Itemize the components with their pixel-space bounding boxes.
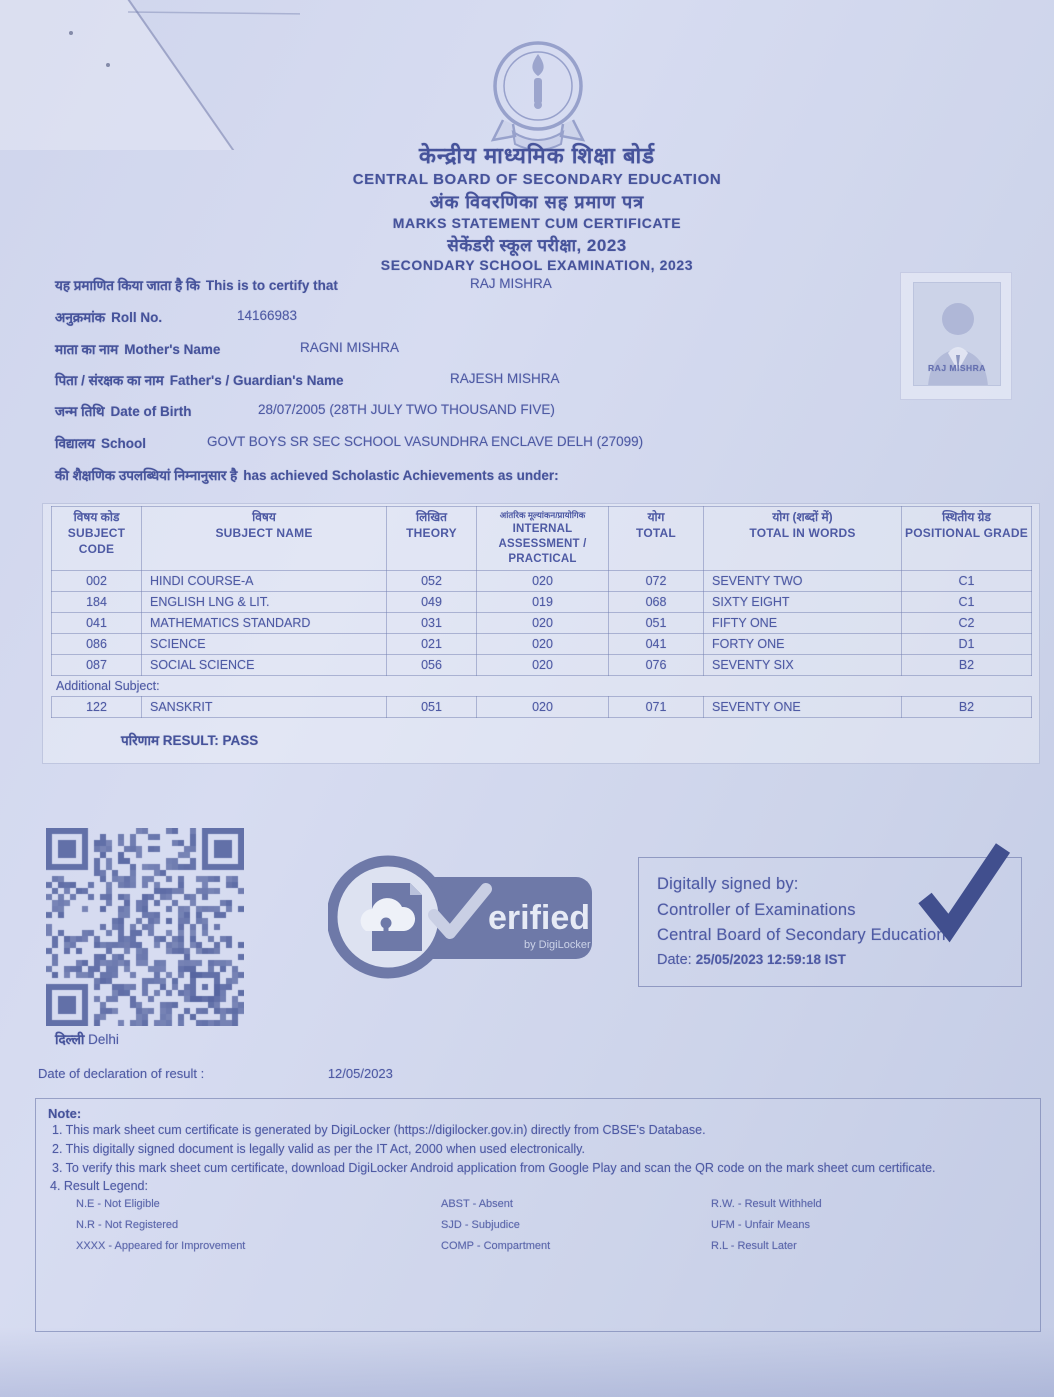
table-cell: SCIENCE	[142, 634, 387, 655]
school-name: GOVT BOYS SR SEC SCHOOL VASUNDHRA ENCLAVE DELH (27099)	[207, 434, 644, 449]
paper-crease-overlay	[0, 0, 300, 150]
father-row	[55, 371, 895, 393]
father-name: RAJESH MISHRA	[450, 371, 560, 386]
result-label-hindi: परिणाम	[121, 733, 160, 749]
document-title-hindi: अंक विवरणिका सह प्रमाण पत्र	[429, 192, 645, 212]
table-cell: HINDI COURSE-A	[142, 571, 387, 592]
table-cell: 122	[52, 697, 142, 718]
note-box	[35, 1098, 1041, 1332]
mother-label-hindi: माता का नाम	[55, 342, 119, 357]
table-cell: 049	[387, 592, 477, 613]
table-cell: SOCIAL SCIENCE	[142, 655, 387, 676]
declaration-line	[38, 1066, 393, 1081]
table-cell: 071	[609, 697, 704, 718]
marks-table	[51, 506, 1032, 718]
signed-by-label: Digitally signed by:	[657, 875, 799, 893]
legend-entry: UFM - Unfair Means	[711, 1219, 811, 1231]
col-positional-grade: स्थितीय ग्रेड POSITIONAL GRADE	[902, 507, 1032, 571]
place-line	[55, 1030, 119, 1048]
legend-entry: R.W. - Result Withheld	[711, 1198, 822, 1210]
student-photo	[913, 282, 1001, 386]
signature-check-icon	[907, 836, 1017, 946]
table-cell: B2	[902, 697, 1032, 718]
col-theory: लिखित THEORY	[387, 507, 477, 571]
table-cell: 051	[387, 697, 477, 718]
table-row	[52, 655, 1032, 676]
table-cell: C1	[902, 592, 1032, 613]
document-title-english: MARKS STATEMENT CUM CERTIFICATE	[392, 215, 682, 231]
table-cell: C2	[902, 613, 1032, 634]
table-cell: MATHEMATICS STANDARD	[142, 613, 387, 634]
digilocker-verified-badge	[328, 853, 596, 981]
father-label-english: Father's / Guardian's Name	[169, 373, 344, 388]
legend-entry: XXXX - Appeared for Improvement	[76, 1240, 246, 1252]
col-total: योग TOTAL	[609, 507, 704, 571]
legend-entry: ABST - Absent	[441, 1198, 513, 1210]
exam-title-english: SECONDARY SCHOOL EXAMINATION, 2023	[380, 257, 694, 273]
table-cell: B2	[902, 655, 1032, 676]
roll-row	[55, 308, 895, 330]
table-cell: 184	[52, 592, 142, 613]
place-english: Delhi	[88, 1032, 119, 1047]
header-titles	[107, 140, 967, 273]
table-cell: D1	[902, 634, 1032, 655]
table-cell: 020	[477, 697, 609, 718]
photo-caption: RAJ MISHRA	[928, 363, 986, 373]
roll-label-english: Roll No.	[111, 310, 163, 325]
board-name-hindi: केन्द्रीय माध्यमिक शिक्षा बोर्ड	[419, 143, 655, 168]
declaration-date: 12/05/2023	[327, 1066, 393, 1081]
signer-org: Central Board of Secondary Education	[657, 926, 946, 945]
signer-title: Controller of Examinations	[657, 900, 856, 919]
col-subject-code: विषय कोड SUBJECT CODE	[52, 507, 142, 571]
declaration-label: Date of declaration of result :	[38, 1066, 205, 1081]
certify-label-english: This is to certify that	[205, 278, 338, 293]
table-row	[52, 571, 1032, 592]
table-cell: 021	[387, 634, 477, 655]
table-cell: 056	[387, 655, 477, 676]
table-header-row	[52, 507, 1032, 571]
paper-speck	[69, 31, 73, 35]
col-subject-name: विषय SUBJECT NAME	[142, 507, 387, 571]
table-row	[52, 613, 1032, 634]
roll-label-hindi: अनुक्रमांक	[55, 310, 106, 325]
school-label-hindi: विद्यालय	[55, 436, 95, 451]
paper-speck	[106, 63, 110, 67]
table-row	[52, 697, 1032, 718]
table-cell: 086	[52, 634, 142, 655]
signature-date: Date: 25/05/2023 12:59:18 IST	[657, 951, 846, 968]
note-item: 1. This mark sheet cum certificate is generated by DigiLocker (https://digilocker.gov.in) directly from CBSE's Database.	[52, 1123, 706, 1137]
legend-column	[441, 1198, 711, 1252]
table-cell: FIFTY ONE	[704, 613, 902, 634]
table-cell: SIXTY EIGHT	[704, 592, 902, 613]
result-value: RESULT: PASS	[162, 733, 259, 749]
exam-title-hindi: सेकेंडरी स्कूल परीक्षा, 2023	[447, 236, 627, 255]
place-hindi: दिल्ली	[55, 1032, 85, 1047]
table-row	[52, 592, 1032, 613]
student-name: RAJ MISHRA	[470, 276, 552, 291]
legend-column	[711, 1198, 1011, 1252]
col-total-in-words: योग (शब्दों में) TOTAL IN WORDS	[704, 507, 902, 571]
col-internal-assessment: आंतरिक मूल्यांकन/प्रायोगिक INTERNAL ASSESSMENT / PRACTICAL	[477, 507, 609, 571]
table-cell: ENGLISH LNG & LIT.	[142, 592, 387, 613]
table-cell: C1	[902, 571, 1032, 592]
additional-subject-row	[52, 676, 1032, 697]
qr-code	[46, 828, 244, 1026]
school-row	[55, 434, 895, 456]
legend-entry: R.L - Result Later	[711, 1240, 797, 1252]
school-label-english: School	[101, 436, 147, 451]
table-cell: 019	[477, 592, 609, 613]
additional-subject-label: Additional Subject:	[52, 676, 1032, 697]
table-cell: 020	[477, 613, 609, 634]
cbse-logo	[483, 36, 593, 154]
table-cell: 020	[477, 571, 609, 592]
dob-row	[55, 402, 895, 424]
legend-entry: SJD - Subjudice	[441, 1219, 520, 1231]
table-row	[52, 634, 1032, 655]
digital-signature-box	[638, 857, 1022, 987]
mother-row	[55, 340, 895, 362]
legend-entry: COMP - Compartment	[441, 1240, 551, 1252]
table-cell: 076	[609, 655, 704, 676]
marks-table-section	[42, 503, 1040, 764]
achievement-row	[55, 466, 895, 488]
table-cell: 020	[477, 655, 609, 676]
legend-entry: N.R - Not Registered	[76, 1219, 179, 1231]
table-cell: 041	[609, 634, 704, 655]
board-name-english: CENTRAL BOARD OF SECONDARY EDUCATION	[352, 171, 722, 188]
table-cell: 087	[52, 655, 142, 676]
table-cell: 031	[387, 613, 477, 634]
legend-entry: N.E - Not Eligible	[76, 1198, 160, 1210]
father-label-hindi: पिता / संरक्षक का नाम	[55, 373, 164, 388]
table-cell: 051	[609, 613, 704, 634]
table-cell: 041	[52, 613, 142, 634]
roll-number: 14166983	[237, 308, 298, 323]
result-legend-title: 4. Result Legend:	[50, 1179, 148, 1194]
table-cell: 002	[52, 571, 142, 592]
note-item: 2. This digitally signed document is legally valid as per the IT Act, 2000 when used electronically.	[52, 1141, 585, 1156]
table-cell: SANSKRIT	[142, 697, 387, 718]
achievement-label-hindi: की शैक्षणिक उपलब्धियां निम्नानुसार है	[55, 468, 238, 483]
photo-panel	[900, 272, 1012, 400]
table-cell: FORTY ONE	[704, 634, 902, 655]
certify-row	[55, 276, 895, 298]
note-item: 3. To verify this mark sheet cum certificate, download DigiLocker Android application from Google Play and scan the QR code on the mark sheet cum certificate.	[52, 1160, 936, 1175]
table-cell: SEVENTY ONE	[704, 697, 902, 718]
result-legend-grid	[76, 1198, 1028, 1252]
table-cell: 072	[609, 571, 704, 592]
dob-label-hindi: जन्म तिथि	[55, 404, 105, 419]
table-cell: 020	[477, 634, 609, 655]
mother-name: RAGNI MISHRA	[300, 340, 400, 355]
notes-list	[48, 1121, 1028, 1177]
legend-column	[76, 1198, 441, 1252]
mother-label-english: Mother's Name	[124, 342, 221, 357]
achievement-label-english: has achieved Scholastic Achievements as under:	[243, 468, 559, 483]
dob-label-english: Date of Birth	[110, 404, 192, 419]
table-cell: 052	[387, 571, 477, 592]
table-cell: 068	[609, 592, 704, 613]
result-line	[121, 731, 1031, 749]
note-title: Note:	[48, 1106, 82, 1121]
table-cell: SEVENTY TWO	[704, 571, 902, 592]
table-cell: SEVENTY SIX	[704, 655, 902, 676]
badge-word: erified	[488, 899, 591, 937]
date-of-birth: 28/07/2005 (28TH JULY TWO THOUSAND FIVE)	[258, 402, 555, 417]
badge-by-digilocker: by DigiLocker	[524, 939, 591, 951]
certify-label-hindi: यह प्रमाणित किया जाता है कि	[55, 278, 200, 293]
